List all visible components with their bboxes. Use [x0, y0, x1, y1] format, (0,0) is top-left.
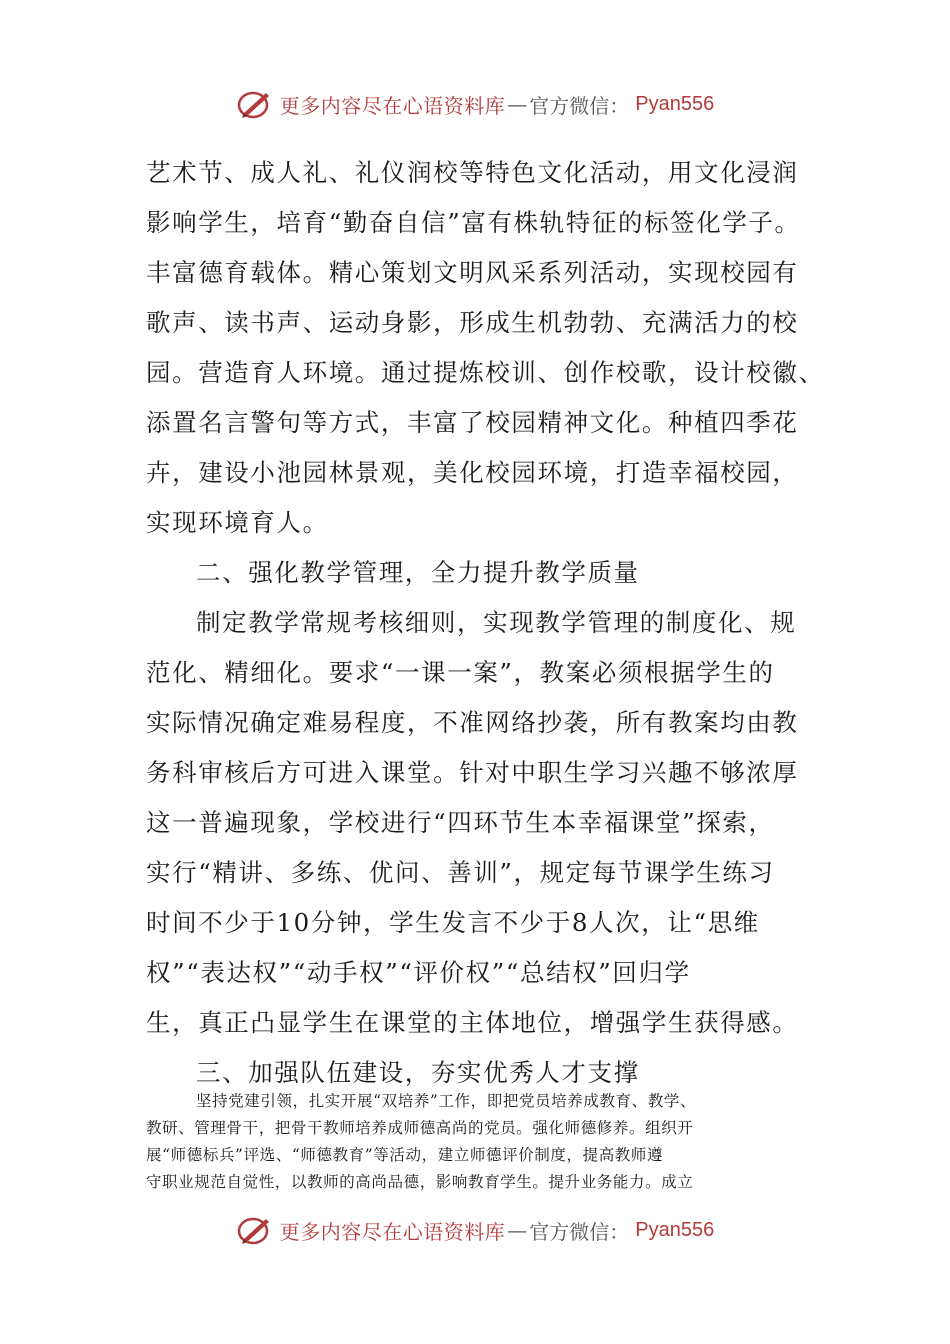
pen-logo-icon	[236, 1213, 274, 1247]
body-line: 丰富德育载体。精心策划文明风采系列活动，实现校园有	[146, 258, 799, 287]
small-paragraph	[146, 1088, 806, 1196]
body-line: 权”“表达权”“动手权”“评价权”“总结权”回归学	[146, 958, 691, 987]
section-heading-3: 三、加强队伍建设，夯实优秀人才支撑	[196, 1058, 640, 1087]
footer-watermark	[0, 1210, 950, 1250]
body-line: 歌声、读书声、运动身影，形成生机勃勃、充满活力的校	[146, 308, 799, 337]
body-line: 务科审核后方可进入课堂。针对中职生学习兴趣不够浓厚	[146, 758, 799, 787]
footer-wechat-label: 官方微信：	[529, 1219, 630, 1244]
small-line: 展“师德标兵”评选、“师德教育”等活动，建立师德评价制度，提高教师遵	[146, 1146, 664, 1164]
small-line: 守职业规范自觉性，以教师的高尚品德，影响教育学生。提升业务能力。成立	[146, 1173, 694, 1191]
header-wechat-id: Pyan556	[635, 92, 715, 115]
body-line: 艺术节、成人礼、礼仪润校等特色文化活动，用文化浸润	[146, 158, 799, 187]
header-wechat-label: 官方微信：	[529, 93, 630, 118]
footer-site-name: 更多内容尽在心语资料库	[279, 1219, 506, 1244]
body-line: 实现环境育人。	[146, 508, 329, 537]
body-line: 制定教学常规考核细则，实现教学管理的制度化、规	[196, 608, 797, 637]
body-line: 园。营造育人环境。通过提炼校训、创作校歌，设计校徽、	[146, 358, 825, 387]
body-line: 实行“精讲、多练、优问、善训”，规定每节课学生练习	[146, 858, 775, 887]
body-line: 影响学生，培育“勤奋自信”富有株轨特征的标签化学子。	[146, 208, 801, 237]
body-line: 卉，建设小池园林景观，美化校园环境，打造幸福校园，	[146, 458, 799, 487]
body-line: 实际情况确定难易程度，不准网络抄袭，所有教案均由教	[146, 708, 799, 737]
small-line: 教研、管理骨干，把骨干教师培养成师德高尚的党员。强化师德修养。组织开	[146, 1119, 694, 1137]
body-line: 时间不少于10分钟，学生发言不少于8人次，让“思维	[146, 908, 760, 937]
footer-wechat-id: Pyan556	[635, 1218, 715, 1241]
body-line: 生，真正凸显学生在课堂的主体地位，增强学生获得感。	[146, 1008, 799, 1037]
document-body	[146, 148, 825, 1098]
body-line: 范化、精细化。要求“一课一案”，教案必须根据学生的	[146, 658, 775, 687]
header-dash: —	[507, 92, 528, 116]
body-line: 添置名言警句等方式，丰富了校园精神文化。种植四季花	[146, 408, 799, 437]
footer-dash: —	[507, 1218, 528, 1242]
header-site-name: 更多内容尽在心语资料库	[279, 93, 506, 118]
pen-logo-icon	[236, 87, 274, 121]
small-line: 坚持党建引领，扎实开展“双培养”工作，即把党员培养成教育、教学、	[196, 1092, 697, 1110]
section-heading-2: 二、强化教学管理，全力提升教学质量	[196, 558, 640, 587]
body-line: 这一普遍现象，学校进行“四环节生本幸福课堂”探索，	[146, 808, 775, 837]
header-watermark	[0, 84, 950, 124]
